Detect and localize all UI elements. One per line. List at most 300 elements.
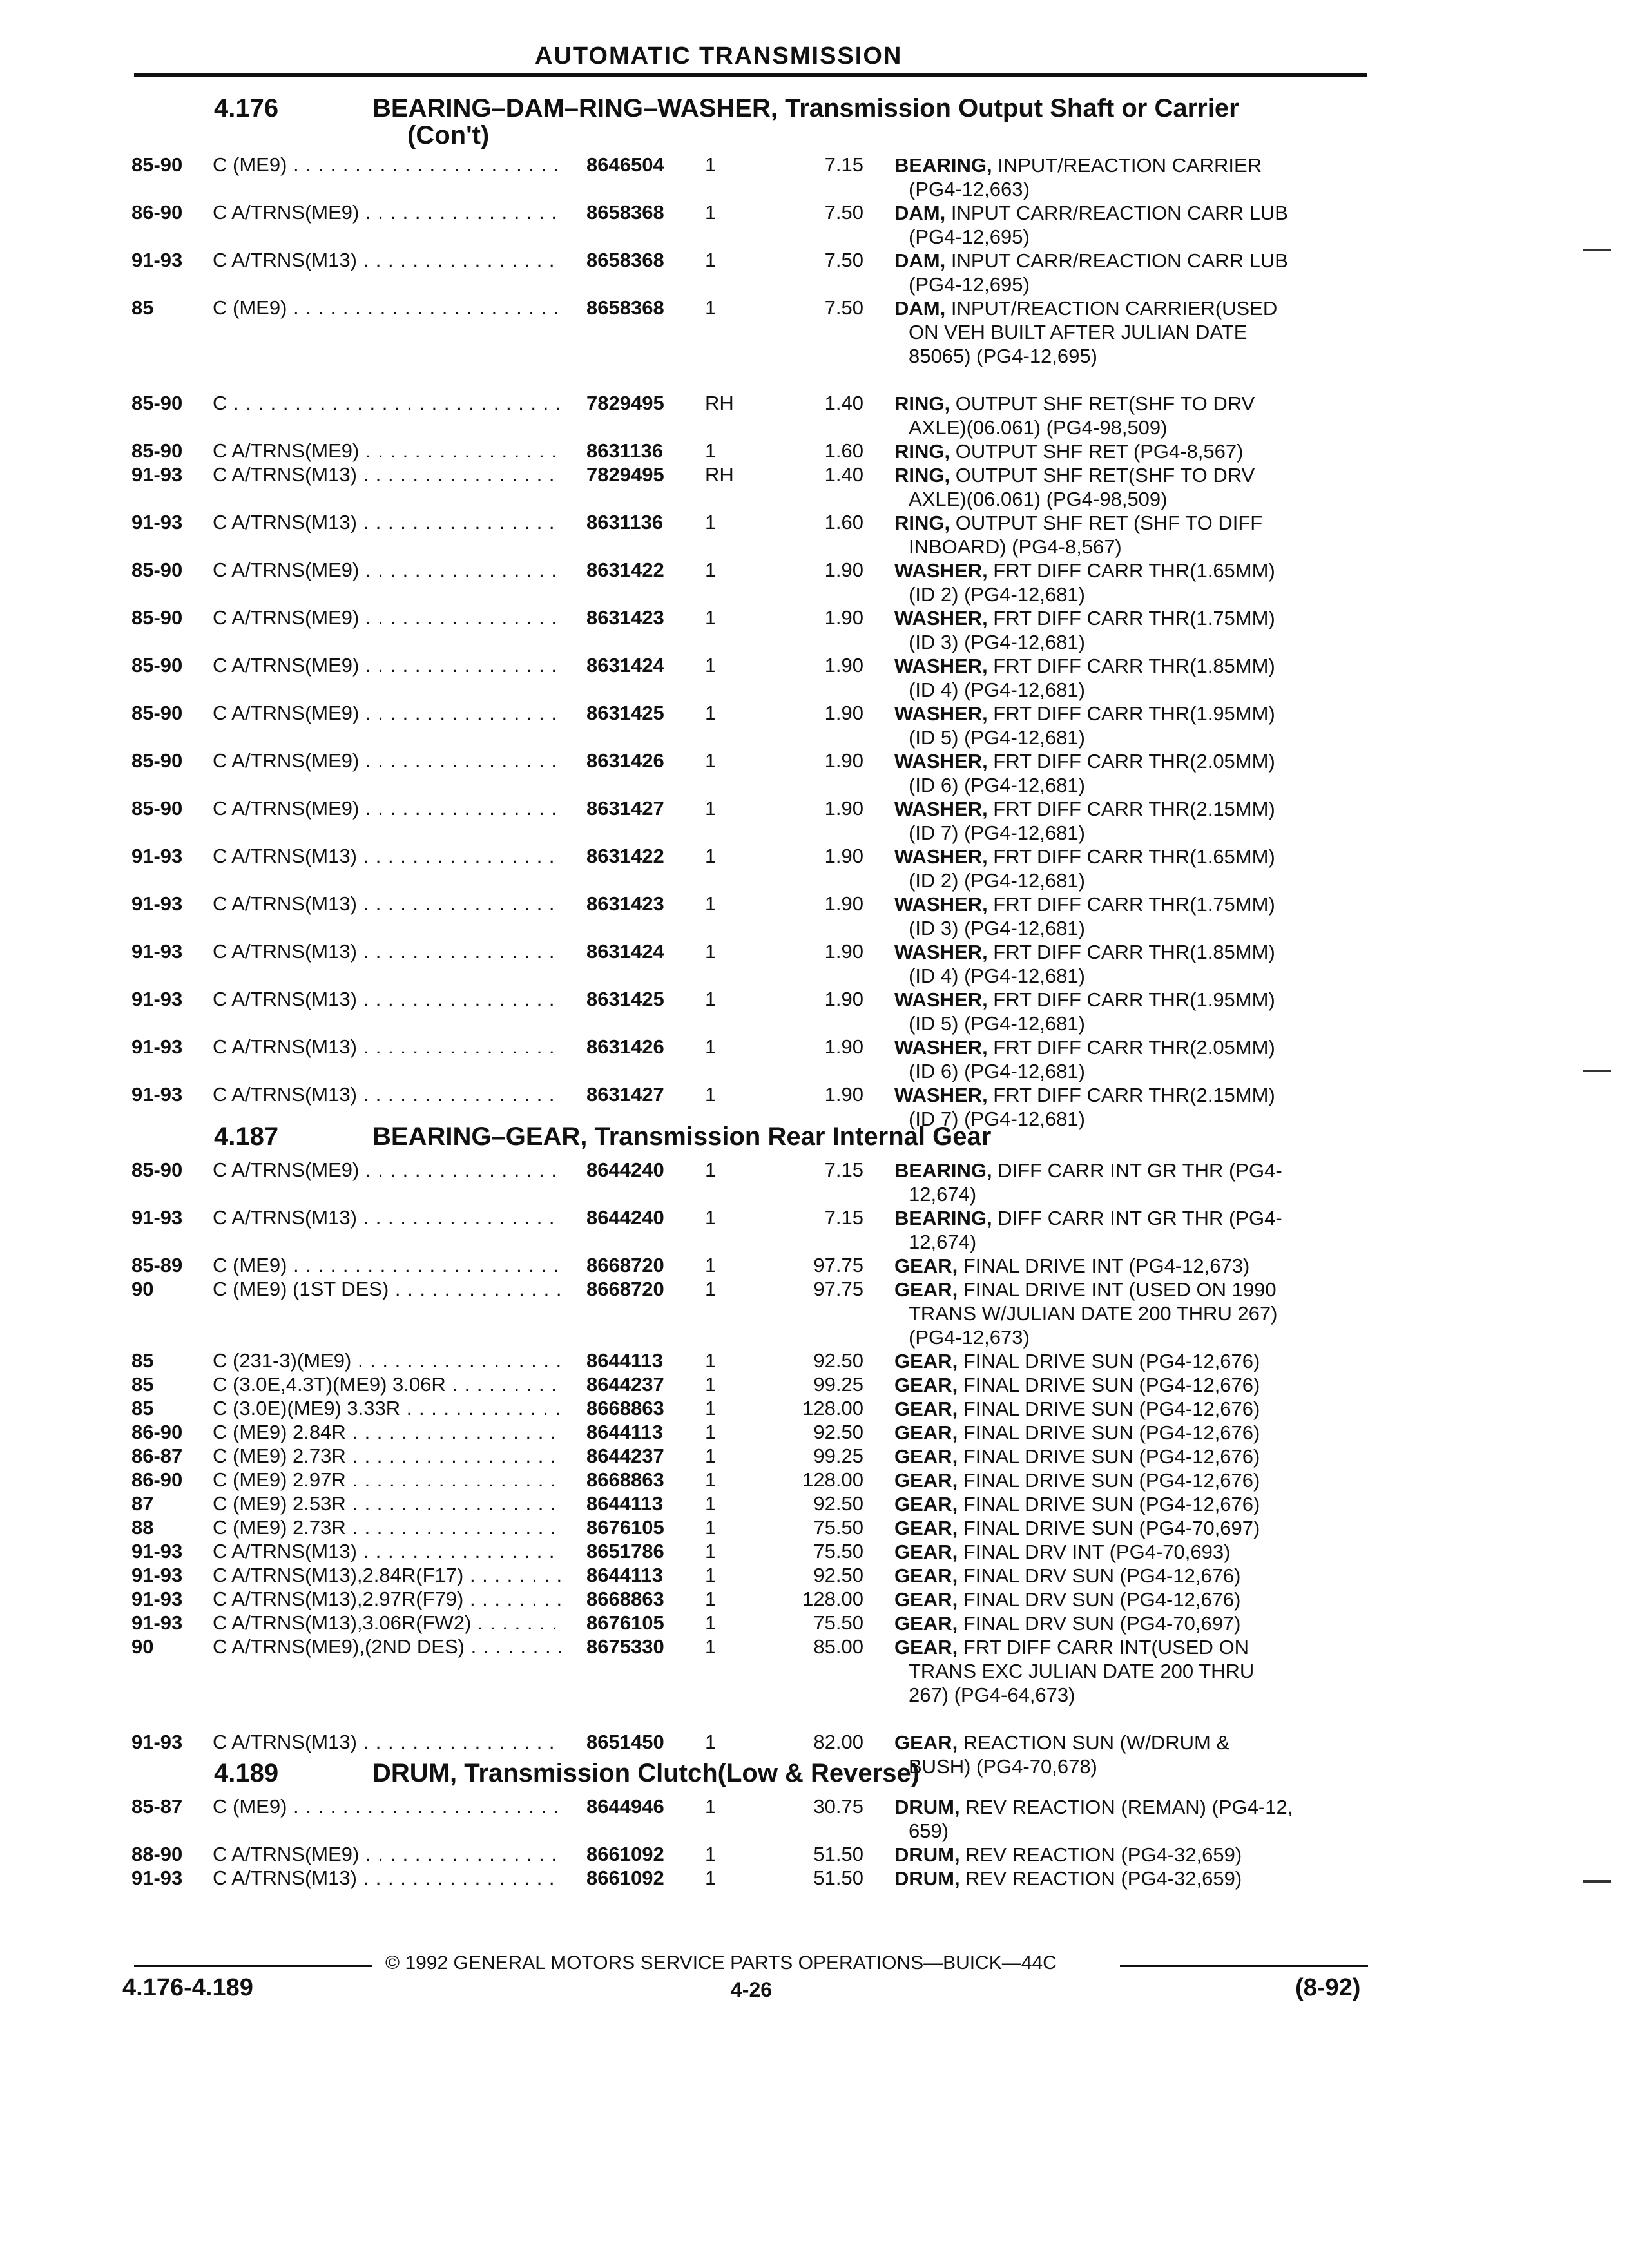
model-years: 85-90: [131, 702, 183, 724]
part-number: 8631425: [586, 702, 664, 724]
description-line: REV REACTION (PG4-32,659): [959, 1843, 1242, 1866]
quantity: 1: [705, 749, 717, 772]
part-description: [894, 1564, 1368, 1588]
model-years: 85-87: [131, 1795, 183, 1818]
description-continuation: 85065) (PG4-12,695): [909, 345, 1097, 367]
part-name: DRUM,: [894, 1796, 960, 1818]
description-continuation: (PG4-12,695): [909, 273, 1030, 296]
description-continuation: (ID 2) (PG4-12,681): [909, 869, 1085, 892]
price: 75.50: [813, 1611, 863, 1634]
part-description: [894, 392, 1368, 439]
part-name: GEAR,: [894, 1731, 958, 1754]
part-name: GEAR,: [894, 1278, 958, 1301]
price: 1.90: [824, 988, 863, 1010]
parts-list: [0, 153, 1629, 1131]
part-name: BEARING,: [894, 1207, 992, 1229]
price: 92.50: [813, 1492, 863, 1515]
table-row: [0, 749, 1629, 797]
model-years: 91-93: [131, 1867, 183, 1889]
quantity: 1: [705, 511, 717, 533]
description-line: FINAL DRIVE SUN (PG4-70,697): [958, 1517, 1260, 1539]
section-title: [214, 1122, 991, 1151]
description-line: OUTPUT SHF RET (PG4-8,567): [950, 440, 1244, 463]
table-row: [0, 1516, 1629, 1540]
price: 30.75: [813, 1795, 863, 1818]
quantity: 1: [705, 1795, 717, 1818]
description-line: FINAL DRV SUN (PG4-12,676): [958, 1588, 1241, 1611]
part-number: 8644237: [586, 1373, 664, 1396]
part-number: 8644113: [586, 1492, 663, 1515]
part-description: [894, 654, 1368, 702]
model-years: 85: [131, 1397, 154, 1419]
part-number: 8644237: [586, 1445, 664, 1467]
price: 7.15: [824, 1206, 863, 1229]
quantity: 1: [705, 1349, 717, 1372]
footer-copyright: © 1992 GENERAL MOTORS SERVICE PARTS OPERATIONS—BUICK—44C: [385, 1952, 1057, 1974]
part-name: GEAR,: [894, 1588, 958, 1611]
part-number: 8631427: [586, 1083, 664, 1106]
description-line: INPUT CARR/REACTION CARR LUB: [945, 202, 1288, 224]
model-years: 85-90: [131, 559, 183, 581]
description-continuation: (PG4-12,673): [909, 1326, 1030, 1349]
part-number: 8631422: [586, 559, 664, 581]
description-line: FINAL DRV INT (PG4-70,693): [958, 1541, 1231, 1563]
footer-section-range: 4.176-4.189: [122, 1974, 253, 2001]
model-years: 85-89: [131, 1254, 183, 1276]
price: 99.25: [813, 1445, 863, 1467]
table-row: [0, 892, 1629, 940]
model-years: 85: [131, 1373, 154, 1396]
quantity: 1: [705, 1516, 717, 1539]
part-name: WASHER,: [894, 988, 988, 1011]
part-number: 8646504: [586, 153, 664, 176]
part-description: [894, 1867, 1368, 1890]
quantity: 1: [705, 1468, 717, 1491]
quantity: 1: [705, 797, 717, 820]
table-row: [0, 249, 1629, 296]
description-line: FRT DIFF CARR THR(1.75MM): [987, 607, 1275, 629]
model-years: 85-90: [131, 1158, 183, 1181]
description-line: INPUT CARR/REACTION CARR LUB: [945, 249, 1288, 272]
part-number: 8644946: [586, 1795, 664, 1818]
quantity: 1: [705, 439, 717, 462]
description-line: OUTPUT SHF RET(SHF TO DRV: [950, 392, 1255, 415]
edge-mark: [1583, 1070, 1611, 1072]
model-years: 87: [131, 1492, 154, 1515]
application: C (3.0E,4.3T)(ME9) 3.06R . . .: [213, 1373, 561, 1396]
section-title: [214, 1759, 920, 1788]
table-row: [0, 1445, 1629, 1468]
part-number: 8668720: [586, 1254, 664, 1276]
part-number: 8658368: [586, 249, 664, 271]
quantity: 1: [705, 845, 717, 867]
part-name: WASHER,: [894, 655, 988, 677]
price: 1.60: [824, 511, 863, 533]
quantity: 1: [705, 1492, 717, 1515]
page-header: AUTOMATIC TRANSMISSION: [535, 43, 903, 70]
part-name: GEAR,: [894, 1517, 958, 1539]
table-row: [0, 1397, 1629, 1421]
part-description: [894, 749, 1368, 797]
description-continuation: (PG4-12,695): [909, 226, 1030, 248]
part-number: 8631422: [586, 845, 664, 867]
model-years: 91-93: [131, 1611, 183, 1634]
table-row: [0, 845, 1629, 892]
part-description: [894, 1373, 1368, 1397]
application: C A/TRNS(M13) . . .: [213, 1540, 561, 1563]
part-description: [894, 1635, 1368, 1707]
part-description: [894, 606, 1368, 654]
section-heading: DRUM, Transmission Clutch(Low & Reverse): [372, 1759, 920, 1787]
model-years: 91-93: [131, 511, 183, 533]
model-years: 91-93: [131, 1564, 183, 1586]
price: 92.50: [813, 1349, 863, 1372]
part-name: GEAR,: [894, 1254, 958, 1277]
application: C A/TRNS(M13) . . .: [213, 511, 561, 534]
quantity: 1: [705, 1445, 717, 1467]
description-continuation: INBOARD) (PG4-8,567): [909, 535, 1122, 558]
application: C A/TRNS(ME9) . . .: [213, 439, 561, 463]
application: C A/TRNS(ME9) . . .: [213, 1158, 561, 1182]
quantity: 1: [705, 1588, 717, 1610]
description-line: FINAL DRIVE SUN (PG4-12,676): [958, 1350, 1260, 1372]
quantity: 1: [705, 1867, 717, 1889]
part-number: 8675330: [586, 1635, 664, 1658]
description-continuation: (PG4-12,663): [909, 178, 1030, 200]
quantity: 1: [705, 1564, 717, 1586]
price: 7.50: [824, 296, 863, 319]
part-number: 8631425: [586, 988, 664, 1010]
description-line: FRT DIFF CARR THR(2.15MM): [987, 1084, 1275, 1106]
part-number: 8631426: [586, 749, 664, 772]
application: C A/TRNS(ME9) . . .: [213, 1843, 561, 1866]
footer-date: (8-92): [1295, 1974, 1361, 2001]
price: 75.50: [813, 1516, 863, 1539]
price: 51.50: [813, 1867, 863, 1889]
description-continuation: (ID 5) (PG4-12,681): [909, 1012, 1085, 1035]
model-years: 90: [131, 1278, 154, 1300]
model-years: 85-90: [131, 654, 183, 677]
description-continuation: (ID 6) (PG4-12,681): [909, 774, 1085, 796]
part-description: [894, 702, 1368, 749]
application: C A/TRNS(M13),2.84R(F17) . . .: [213, 1564, 561, 1587]
description-line: FINAL DRV SUN (PG4-12,676): [958, 1564, 1241, 1587]
part-number: 8631424: [586, 940, 664, 963]
header-rule: [134, 73, 1367, 77]
application: C A/TRNS(ME9) . . .: [213, 606, 561, 629]
part-description: [894, 797, 1368, 845]
part-number: 7829495: [586, 463, 664, 486]
description-line: FINAL DRIVE SUN (PG4-12,676): [958, 1374, 1260, 1396]
model-years: 91-93: [131, 1731, 183, 1753]
part-number: 7829495: [586, 392, 664, 414]
model-years: 86-90: [131, 1468, 183, 1491]
part-description: [894, 1349, 1368, 1373]
part-number: 8658368: [586, 296, 664, 319]
part-number: 8668720: [586, 1278, 664, 1300]
table-row: [0, 1867, 1629, 1890]
application: C (ME9) . . .: [213, 296, 561, 320]
application: C (ME9) . . .: [213, 153, 561, 177]
part-name: WASHER,: [894, 845, 988, 868]
table-row: [0, 606, 1629, 654]
table-row: [0, 296, 1629, 392]
part-name: GEAR,: [894, 1374, 958, 1396]
quantity: 1: [705, 1278, 717, 1300]
table-row: [0, 1158, 1629, 1206]
table-row: [0, 201, 1629, 249]
table-row: [0, 1843, 1629, 1867]
part-number: 8631423: [586, 892, 664, 915]
quantity: RH: [705, 392, 734, 414]
price: 1.90: [824, 749, 863, 772]
application: C (ME9) . . .: [213, 1254, 561, 1277]
part-description: [894, 1206, 1368, 1254]
part-number: 8644240: [586, 1206, 664, 1229]
description-continuation: (ID 7) (PG4-12,681): [909, 1108, 1085, 1130]
quantity: 1: [705, 1731, 717, 1753]
edge-mark: [1583, 1880, 1611, 1883]
application: C A/TRNS(ME9) . . .: [213, 654, 561, 677]
section-continued: (Con't): [407, 121, 490, 149]
model-years: 91-93: [131, 1035, 183, 1058]
description-line: OUTPUT SHF RET(SHF TO DRV: [950, 464, 1255, 486]
part-name: WASHER,: [894, 607, 988, 629]
application: C A/TRNS(ME9) . . .: [213, 559, 561, 582]
quantity: 1: [705, 559, 717, 581]
part-number: 8676105: [586, 1611, 664, 1634]
description-continuation: 12,674): [909, 1183, 977, 1206]
part-name: WASHER,: [894, 702, 988, 725]
part-name: DAM,: [894, 297, 946, 320]
description-line: FINAL DRV SUN (PG4-70,697): [958, 1612, 1241, 1635]
application: C (ME9) . . .: [213, 1795, 561, 1818]
part-name: GEAR,: [894, 1636, 958, 1658]
description-continuation: BUSH) (PG4-70,678): [909, 1755, 1097, 1778]
description-line: DIFF CARR INT GR THR (PG4-: [992, 1207, 1282, 1229]
part-description: [894, 296, 1368, 368]
application: C A/TRNS(M13) . . .: [213, 845, 561, 868]
part-description: [894, 845, 1368, 892]
description-line: OUTPUT SHF RET (SHF TO DIFF: [950, 512, 1263, 534]
model-years: 91-93: [131, 940, 183, 963]
model-years: 86-87: [131, 1445, 183, 1467]
table-row: [0, 988, 1629, 1035]
part-number: 8651786: [586, 1540, 664, 1562]
quantity: 1: [705, 1206, 717, 1229]
model-years: 91-93: [131, 1083, 183, 1106]
description-line: FRT DIFF CARR THR(2.05MM): [987, 750, 1275, 773]
part-name: WASHER,: [894, 1036, 988, 1059]
model-years: 91-93: [131, 249, 183, 271]
description-continuation: (ID 4) (PG4-12,681): [909, 678, 1085, 701]
description-continuation: AXLE)(06.061) (PG4-98,509): [909, 416, 1168, 439]
description-continuation: (ID 2) (PG4-12,681): [909, 583, 1085, 606]
table-row: [0, 1421, 1629, 1445]
part-name: GEAR,: [894, 1493, 958, 1515]
part-name: WASHER,: [894, 750, 988, 773]
price: 75.50: [813, 1540, 863, 1562]
application: C (231-3)(ME9) . . .: [213, 1349, 561, 1372]
table-row: [0, 940, 1629, 988]
application: C A/TRNS(M13) . . .: [213, 1083, 561, 1106]
application: C A/TRNS(ME9) . . .: [213, 797, 561, 820]
application: C A/TRNS(ME9) . . .: [213, 702, 561, 725]
part-number: 8644113: [586, 1564, 663, 1586]
part-name: GEAR,: [894, 1445, 958, 1468]
description-line: INPUT/REACTION CARRIER: [992, 154, 1262, 177]
part-name: RING,: [894, 440, 950, 463]
description-continuation: (ID 7) (PG4-12,681): [909, 822, 1085, 844]
price: 99.25: [813, 1373, 863, 1396]
description-line: FRT DIFF CARR THR(1.65MM): [987, 845, 1275, 868]
quantity: 1: [705, 1635, 717, 1658]
price: 1.90: [824, 940, 863, 963]
table-row: [0, 1795, 1629, 1843]
model-years: 85: [131, 1349, 154, 1372]
part-name: WASHER,: [894, 893, 988, 916]
part-number: 8661092: [586, 1843, 664, 1865]
model-years: 86-90: [131, 201, 183, 224]
quantity: 1: [705, 249, 717, 271]
price: 97.75: [813, 1254, 863, 1276]
description-line: REV REACTION (REMAN) (PG4-12,: [959, 1796, 1293, 1818]
model-years: 91-93: [131, 1540, 183, 1562]
part-number: 8651450: [586, 1731, 664, 1753]
part-name: RING,: [894, 512, 950, 534]
part-name: DAM,: [894, 249, 946, 272]
quantity: 1: [705, 988, 717, 1010]
part-description: [894, 1731, 1368, 1778]
price: 1.90: [824, 845, 863, 867]
part-name: WASHER,: [894, 1084, 988, 1106]
price: 1.90: [824, 892, 863, 915]
price: 7.15: [824, 1158, 863, 1181]
table-row: [0, 511, 1629, 559]
description-line: FINAL DRIVE SUN (PG4-12,676): [958, 1398, 1260, 1420]
table-row: [0, 559, 1629, 606]
table-row: [0, 1206, 1629, 1254]
description-line: FINAL DRIVE SUN (PG4-12,676): [958, 1493, 1260, 1515]
part-number: 8631136: [586, 439, 663, 462]
description-continuation: (ID 3) (PG4-12,681): [909, 917, 1085, 939]
price: 1.90: [824, 797, 863, 820]
part-name: WASHER,: [894, 798, 988, 820]
part-description: [894, 1843, 1368, 1867]
description-line: FINAL DRIVE INT (USED ON 1990: [958, 1278, 1277, 1301]
price: 97.75: [813, 1278, 863, 1300]
part-name: GEAR,: [894, 1398, 958, 1420]
part-description: [894, 1445, 1368, 1468]
application: C (3.0E)(ME9) 3.33R . . .: [213, 1397, 561, 1420]
part-number: 8644240: [586, 1158, 664, 1181]
price: 82.00: [813, 1731, 863, 1753]
price: 7.15: [824, 153, 863, 176]
part-description: [894, 439, 1368, 463]
description-line: FRT DIFF CARR THR(1.75MM): [987, 893, 1275, 916]
application: C (ME9) 2.97R . . .: [213, 1468, 561, 1492]
part-description: [894, 1588, 1368, 1611]
part-number: 8644113: [586, 1349, 663, 1372]
quantity: 1: [705, 1373, 717, 1396]
application: C A/TRNS(ME9) . . .: [213, 201, 561, 224]
part-description: [894, 559, 1368, 606]
price: 128.00: [802, 1397, 863, 1419]
part-name: GEAR,: [894, 1612, 958, 1635]
quantity: 1: [705, 1397, 717, 1419]
application: C A/TRNS(M13) . . .: [213, 940, 561, 963]
quantity: 1: [705, 296, 717, 319]
part-description: [894, 1158, 1368, 1206]
table-row: [0, 1468, 1629, 1492]
description-line: FINAL DRIVE SUN (PG4-12,676): [958, 1469, 1260, 1492]
model-years: 88-90: [131, 1843, 183, 1865]
part-description: [894, 1278, 1368, 1349]
table-row: [0, 1492, 1629, 1516]
price: 7.50: [824, 249, 863, 271]
price: 92.50: [813, 1564, 863, 1586]
model-years: 85-90: [131, 749, 183, 772]
table-row: [0, 1588, 1629, 1611]
part-description: [894, 940, 1368, 988]
part-name: GEAR,: [894, 1541, 958, 1563]
application: C A/TRNS(M13),3.06R(FW2) . . .: [213, 1611, 561, 1635]
application: C (ME9) 2.73R . . .: [213, 1516, 561, 1539]
part-number: 8631427: [586, 797, 664, 820]
description-line: FRT DIFF CARR THR(1.85MM): [987, 941, 1275, 963]
table-row: [0, 392, 1629, 439]
description-continuation: ON VEH BUILT AFTER JULIAN DATE: [909, 321, 1248, 343]
description-line: DIFF CARR INT GR THR (PG4-: [992, 1159, 1282, 1182]
part-name: RING,: [894, 392, 950, 415]
description-continuation: (ID 6) (PG4-12,681): [909, 1060, 1085, 1082]
description-line: REACTION SUN (W/DRUM &: [958, 1731, 1230, 1754]
model-years: 86-90: [131, 1421, 183, 1443]
description-continuation: 659): [909, 1820, 949, 1842]
part-name: BEARING,: [894, 1159, 992, 1182]
part-description: [894, 1397, 1368, 1421]
quantity: 1: [705, 702, 717, 724]
application: C A/TRNS(M13),2.97R(F79) . . .: [213, 1588, 561, 1611]
table-row: [0, 1635, 1629, 1731]
description-line: REV REACTION (PG4-32,659): [959, 1867, 1242, 1890]
quantity: 1: [705, 1254, 717, 1276]
price: 1.90: [824, 1083, 863, 1106]
application: C A/TRNS(M13) . . .: [213, 463, 561, 486]
table-row: [0, 1278, 1629, 1349]
price: 1.90: [824, 654, 863, 677]
description-line: FRT DIFF CARR THR(2.05MM): [987, 1036, 1275, 1059]
price: 1.90: [824, 559, 863, 581]
part-description: [894, 988, 1368, 1035]
description-line: FINAL DRIVE SUN (PG4-12,676): [958, 1421, 1260, 1444]
part-description: [894, 1492, 1368, 1516]
table-row: [0, 1540, 1629, 1564]
quantity: 1: [705, 1421, 717, 1443]
table-row: [0, 702, 1629, 749]
description-line: FRT DIFF CARR THR(1.95MM): [987, 988, 1275, 1011]
footer-page-number: 4-26: [731, 1978, 773, 2001]
application: C A/TRNS(M13) . . .: [213, 1867, 561, 1890]
price: 1.90: [824, 702, 863, 724]
part-name: BEARING,: [894, 154, 992, 177]
part-description: [894, 1516, 1368, 1540]
price: 1.90: [824, 606, 863, 629]
price: 1.60: [824, 439, 863, 462]
quantity: 1: [705, 1035, 717, 1058]
description-continuation: 267) (PG4-64,673): [909, 1684, 1075, 1706]
table-row: [0, 1254, 1629, 1278]
